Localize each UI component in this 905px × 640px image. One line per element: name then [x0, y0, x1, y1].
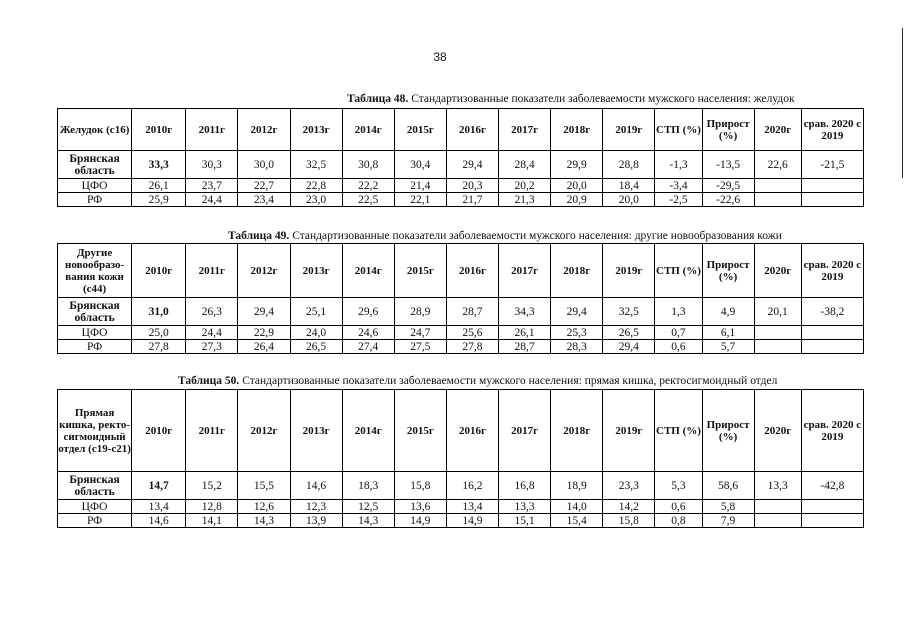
table-row	[58, 151, 864, 179]
table-cell: 15,8	[394, 472, 446, 500]
table-cell: 1,3	[655, 298, 702, 326]
row-region-name: Брянская область	[58, 151, 132, 179]
table-cell: 14,0	[551, 500, 603, 514]
table-cell: 24,4	[186, 193, 238, 207]
table-cell	[754, 500, 801, 514]
column-header: 2015г	[394, 109, 446, 151]
column-header: 2010г	[132, 244, 186, 298]
table-cell: 0,6	[655, 500, 702, 514]
table-cell: 26,5	[290, 340, 342, 354]
table-cell: -21,5	[801, 151, 863, 179]
row-region-name: Брянская область	[58, 472, 132, 500]
table-row	[58, 472, 864, 500]
table-cell: 12,8	[186, 500, 238, 514]
table-cell: 13,3	[499, 500, 551, 514]
table-row	[58, 514, 864, 528]
table-cell: 26,1	[132, 179, 186, 193]
table-cell: 14,6	[132, 514, 186, 528]
table-cell: 29,4	[238, 298, 290, 326]
data-table	[57, 108, 864, 207]
column-header: 2017г	[499, 390, 551, 472]
table-cell: 6,1	[702, 326, 754, 340]
column-header: 2013г	[290, 109, 342, 151]
table-cell: 21,4	[394, 179, 446, 193]
table-cell: 14,3	[238, 514, 290, 528]
table-cell: 23,3	[603, 472, 655, 500]
table-header-row	[58, 244, 864, 298]
table-cell: 13,9	[290, 514, 342, 528]
table-cell: -38,2	[801, 298, 863, 326]
table-cell: -3,4	[655, 179, 702, 193]
table-cell: 26,1	[499, 326, 551, 340]
table-cell: -1,3	[655, 151, 702, 179]
table-cell	[754, 514, 801, 528]
table-cell: 15,8	[603, 514, 655, 528]
row-region-name: РФ	[58, 340, 132, 354]
table-cell: 20,3	[446, 179, 498, 193]
table-row	[58, 193, 864, 207]
table-cell: 28,7	[446, 298, 498, 326]
table-cell: 23,4	[238, 193, 290, 207]
table-cell: 13,6	[394, 500, 446, 514]
table-cell: 18,4	[603, 179, 655, 193]
column-header: срав. 2020 с 2019	[801, 109, 863, 151]
table-caption-text: Стандартизованные показатели заболеваемости мужского населения: прямая кишка, ректосигмоидный отдел	[239, 375, 778, 387]
table-cell: 25,0	[132, 326, 186, 340]
table-cell: 20,2	[499, 179, 551, 193]
table-caption	[178, 375, 777, 387]
table-cell: 25,3	[551, 326, 603, 340]
column-header: 2014г	[342, 244, 394, 298]
table-cell: 25,9	[132, 193, 186, 207]
table-cell: 30,3	[186, 151, 238, 179]
table-cell: 0,7	[655, 326, 702, 340]
table-cell: 5,8	[702, 500, 754, 514]
column-header: 2012г	[238, 390, 290, 472]
table-cell: 27,3	[186, 340, 238, 354]
table-row	[58, 500, 864, 514]
table-cell: 32,5	[290, 151, 342, 179]
row-region-name: ЦФО	[58, 179, 132, 193]
table-cell: 15,4	[551, 514, 603, 528]
column-header: 2020г	[754, 244, 801, 298]
header-row-label: Другие новообразо-вания кожи (с44)	[58, 244, 132, 298]
table-cell: 18,9	[551, 472, 603, 500]
table-cell: 25,1	[290, 298, 342, 326]
table-cell: 21,3	[499, 193, 551, 207]
table-cell: 22,2	[342, 179, 394, 193]
table-cell: 5,3	[655, 472, 702, 500]
row-region-name: ЦФО	[58, 500, 132, 514]
table-cell: 22,1	[394, 193, 446, 207]
table-cell: 34,3	[499, 298, 551, 326]
table-cell: 14,9	[394, 514, 446, 528]
table-header-row	[58, 109, 864, 151]
column-header: СТП (%)	[655, 390, 702, 472]
table-cell: 14,6	[290, 472, 342, 500]
table-cell: 27,8	[446, 340, 498, 354]
column-header: Прирост (%)	[702, 109, 754, 151]
column-header: 2019г	[603, 244, 655, 298]
column-header: 2019г	[603, 390, 655, 472]
table-caption-number: Таблица 49.	[228, 230, 290, 242]
table-cell: 58,6	[702, 472, 754, 500]
table-cell	[754, 179, 801, 193]
column-header: Прирост (%)	[702, 244, 754, 298]
table-cell: 13,4	[446, 500, 498, 514]
column-header: 2010г	[132, 390, 186, 472]
table-caption-number: Таблица 48.	[347, 93, 409, 105]
table-cell: 16,8	[499, 472, 551, 500]
table-cell	[754, 340, 801, 354]
table-caption	[347, 93, 795, 105]
table-cell	[801, 326, 863, 340]
table-cell: -2,5	[655, 193, 702, 207]
table-cell: 28,7	[499, 340, 551, 354]
table-cell	[801, 500, 863, 514]
table-cell: 21,7	[446, 193, 498, 207]
table-cell: 14,7	[132, 472, 186, 500]
table-cell: 7,9	[702, 514, 754, 528]
table-cell: 26,5	[603, 326, 655, 340]
table-cell: 14,9	[446, 514, 498, 528]
table-cell: 29,6	[342, 298, 394, 326]
table-cell: 14,2	[603, 500, 655, 514]
table-cell: 12,3	[290, 500, 342, 514]
table-cell: 15,5	[238, 472, 290, 500]
table-cell: 5,7	[702, 340, 754, 354]
table-cell: 15,1	[499, 514, 551, 528]
table-cell: 14,3	[342, 514, 394, 528]
table-cell: 12,6	[238, 500, 290, 514]
table-cell: 28,9	[394, 298, 446, 326]
table-cell: 20,1	[754, 298, 801, 326]
table-caption-text: Стандартизованные показатели заболеваемости мужского населения: желудок	[408, 93, 795, 105]
column-header: СТП (%)	[655, 109, 702, 151]
column-header: срав. 2020 с 2019	[801, 390, 863, 472]
table-cell: 28,8	[603, 151, 655, 179]
table-cell	[754, 326, 801, 340]
row-region-name: РФ	[58, 193, 132, 207]
row-region-name: Брянская область	[58, 298, 132, 326]
column-header: 2012г	[238, 244, 290, 298]
column-header: 2017г	[499, 244, 551, 298]
table-cell: 27,4	[342, 340, 394, 354]
table-cell: 18,3	[342, 472, 394, 500]
table-cell: 29,4	[551, 298, 603, 326]
table-row	[58, 179, 864, 193]
table-cell: 22,5	[342, 193, 394, 207]
table-cell: 20,9	[551, 193, 603, 207]
row-region-name: РФ	[58, 514, 132, 528]
table-cell: 13,3	[754, 472, 801, 500]
column-header: СТП (%)	[655, 244, 702, 298]
column-header: срав. 2020 с 2019	[801, 244, 863, 298]
table-header-row	[58, 390, 864, 472]
table-cell: 0,6	[655, 340, 702, 354]
table-cell: -22,6	[702, 193, 754, 207]
table-cell: 20,0	[603, 193, 655, 207]
column-header: 2016г	[446, 390, 498, 472]
table-cell: -29,5	[702, 179, 754, 193]
table-cell	[801, 179, 863, 193]
column-header: 2020г	[754, 109, 801, 151]
table-cell: 31,0	[132, 298, 186, 326]
column-header: Прирост (%)	[702, 390, 754, 472]
table-cell: 29,9	[551, 151, 603, 179]
table-cell	[801, 514, 863, 528]
table-cell: 26,3	[186, 298, 238, 326]
table-cell: 22,9	[238, 326, 290, 340]
table-caption-number: Таблица 50.	[178, 375, 240, 387]
table-cell: 33,3	[132, 151, 186, 179]
table-cell: 12,5	[342, 500, 394, 514]
table-cell: 22,8	[290, 179, 342, 193]
column-header: 2014г	[342, 109, 394, 151]
table-cell: 24,4	[186, 326, 238, 340]
table-cell: 28,4	[499, 151, 551, 179]
table-cell: 28,3	[551, 340, 603, 354]
table-cell: 32,5	[603, 298, 655, 326]
table-cell: 16,2	[446, 472, 498, 500]
column-header: 2010г	[132, 109, 186, 151]
row-region-name: ЦФО	[58, 326, 132, 340]
column-header: 2018г	[551, 390, 603, 472]
table-cell	[801, 340, 863, 354]
column-header: 2011г	[186, 244, 238, 298]
column-header: 2011г	[186, 390, 238, 472]
table-cell: -42,8	[801, 472, 863, 500]
column-header: 2015г	[394, 244, 446, 298]
column-header: 2016г	[446, 109, 498, 151]
column-header: 2015г	[394, 390, 446, 472]
table-cell	[801, 193, 863, 207]
column-header: 2013г	[290, 390, 342, 472]
column-header: 2013г	[290, 244, 342, 298]
table-cell: 0,8	[655, 514, 702, 528]
table-row	[58, 326, 864, 340]
table-cell: 29,4	[446, 151, 498, 179]
table-cell: 22,7	[238, 179, 290, 193]
column-header: 2018г	[551, 109, 603, 151]
column-header: 2011г	[186, 109, 238, 151]
data-table	[57, 389, 864, 528]
column-header: 2020г	[754, 390, 801, 472]
table-row	[58, 340, 864, 354]
table-cell: 24,6	[342, 326, 394, 340]
table-cell: 4,9	[702, 298, 754, 326]
table-cell: 26,4	[238, 340, 290, 354]
table-cell: 24,7	[394, 326, 446, 340]
header-row-label: Прямая кишка, ректо-сигмоидный отдел (с19-с21)	[58, 390, 132, 472]
table-row	[58, 298, 864, 326]
table-cell: 30,4	[394, 151, 446, 179]
table-cell: 27,8	[132, 340, 186, 354]
table-cell: 23,0	[290, 193, 342, 207]
header-row-label: Желудок (с16)	[58, 109, 132, 151]
table-cell: 25,6	[446, 326, 498, 340]
page-edge-line	[902, 28, 903, 178]
table-cell: 22,6	[754, 151, 801, 179]
table-caption-text: Стандартизованные показатели заболеваемости мужского населения: другие новообразования кожи	[289, 230, 782, 242]
table-cell: 20,0	[551, 179, 603, 193]
page-number: 38	[433, 50, 447, 64]
table-cell: 27,5	[394, 340, 446, 354]
table-cell: -13,5	[702, 151, 754, 179]
table-cell: 14,1	[186, 514, 238, 528]
table-cell: 29,4	[603, 340, 655, 354]
column-header: 2018г	[551, 244, 603, 298]
column-header: 2019г	[603, 109, 655, 151]
data-table	[57, 243, 864, 354]
column-header: 2017г	[499, 109, 551, 151]
table-caption	[228, 230, 782, 242]
column-header: 2016г	[446, 244, 498, 298]
column-header: 2012г	[238, 109, 290, 151]
table-cell: 30,8	[342, 151, 394, 179]
table-cell: 15,2	[186, 472, 238, 500]
table-cell	[754, 193, 801, 207]
column-header: 2014г	[342, 390, 394, 472]
table-cell: 24,0	[290, 326, 342, 340]
table-cell: 23,7	[186, 179, 238, 193]
table-cell: 13,4	[132, 500, 186, 514]
table-cell: 30,0	[238, 151, 290, 179]
